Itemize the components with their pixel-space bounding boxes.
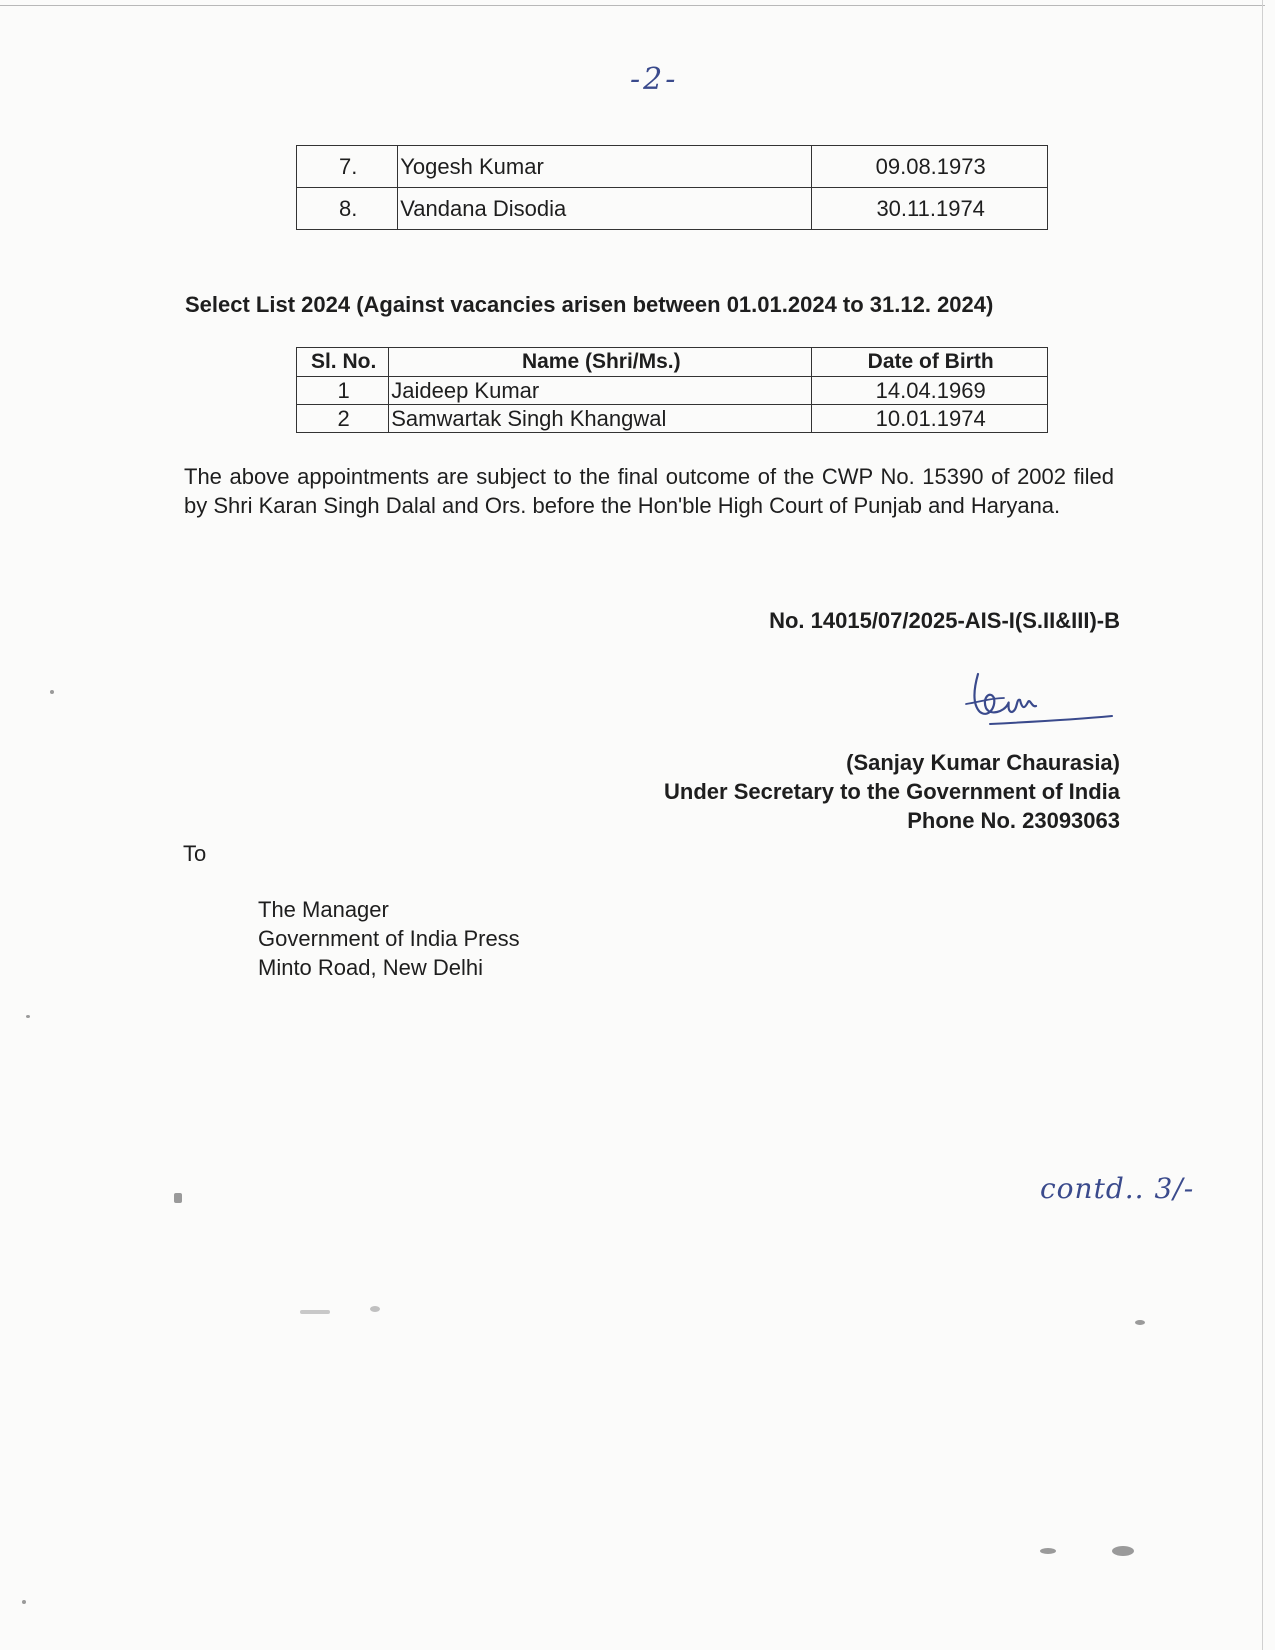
serial-number-header: Sl. No. <box>297 348 389 377</box>
serial-number-cell: 8. <box>297 188 398 230</box>
address-line: The Manager <box>258 897 389 922</box>
page-right-edge <box>1262 0 1263 1650</box>
recipient-address <box>258 895 520 982</box>
scan-speck <box>1040 1548 1056 1554</box>
handwritten-signature <box>960 668 1120 738</box>
select-list-2024-table <box>296 347 1048 433</box>
handwritten-page-number: -2- <box>630 62 679 97</box>
serial-number-cell: 1 <box>297 377 389 405</box>
serial-number-cell: 2 <box>297 405 389 433</box>
serial-number-cell: 7. <box>297 146 398 188</box>
signatory-name: (Sanjay Kumar Chaurasia) <box>846 750 1120 775</box>
name-cell: Vandana Disodia <box>398 188 812 230</box>
table-row <box>297 377 1048 405</box>
address-line: Government of India Press <box>258 926 520 951</box>
scan-speck <box>26 1015 30 1018</box>
scan-speck <box>370 1306 380 1312</box>
scan-speck <box>174 1193 182 1203</box>
scan-speck <box>50 690 54 694</box>
table-row <box>297 405 1048 433</box>
address-line: Minto Road, New Delhi <box>258 955 483 980</box>
reference-number: No. 14015/07/2025-AIS-I(S.II&III)-B <box>769 608 1120 633</box>
date-of-birth-cell: 09.08.1973 <box>812 146 1048 188</box>
subject-to-outcome-paragraph: The above appointments are subject to the final outcome of the CWP No. 15390 of 2002 filed by Shri Karan Singh Dalal and Ors. before the Hon'ble High Court of Punjab and Haryana. <box>184 464 1114 518</box>
continued-select-list-table <box>296 145 1048 230</box>
name-cell: Jaideep Kumar <box>389 377 812 405</box>
name-cell: Samwartak Singh Khangwal <box>389 405 812 433</box>
name-header: Name (Shri/Ms.) <box>389 348 812 377</box>
signatory-phone: Phone No. 23093063 <box>907 808 1120 833</box>
scan-speck <box>1135 1320 1145 1325</box>
date-of-birth-cell: 10.01.1974 <box>812 405 1048 433</box>
date-of-birth-cell: 30.11.1974 <box>812 188 1048 230</box>
date-of-birth-header: Date of Birth <box>812 348 1048 377</box>
scan-speck <box>300 1310 330 1314</box>
page-top-edge <box>0 5 1265 6</box>
table-header-row <box>297 348 1048 377</box>
handwritten-continued-note: contd.. 3/- <box>1040 1172 1195 1205</box>
name-cell: Yogesh Kumar <box>398 146 812 188</box>
signatory-designation: Under Secretary to the Government of India <box>664 779 1120 804</box>
table-row <box>297 146 1048 188</box>
scan-speck <box>1112 1546 1134 1556</box>
to-label: To <box>183 841 207 866</box>
select-list-heading: Select List 2024 (Against vacancies arisen between 01.01.2024 to 31.12. 2024) <box>185 292 994 317</box>
date-of-birth-cell: 14.04.1969 <box>812 377 1048 405</box>
scan-speck <box>22 1600 26 1604</box>
table-row <box>297 188 1048 230</box>
